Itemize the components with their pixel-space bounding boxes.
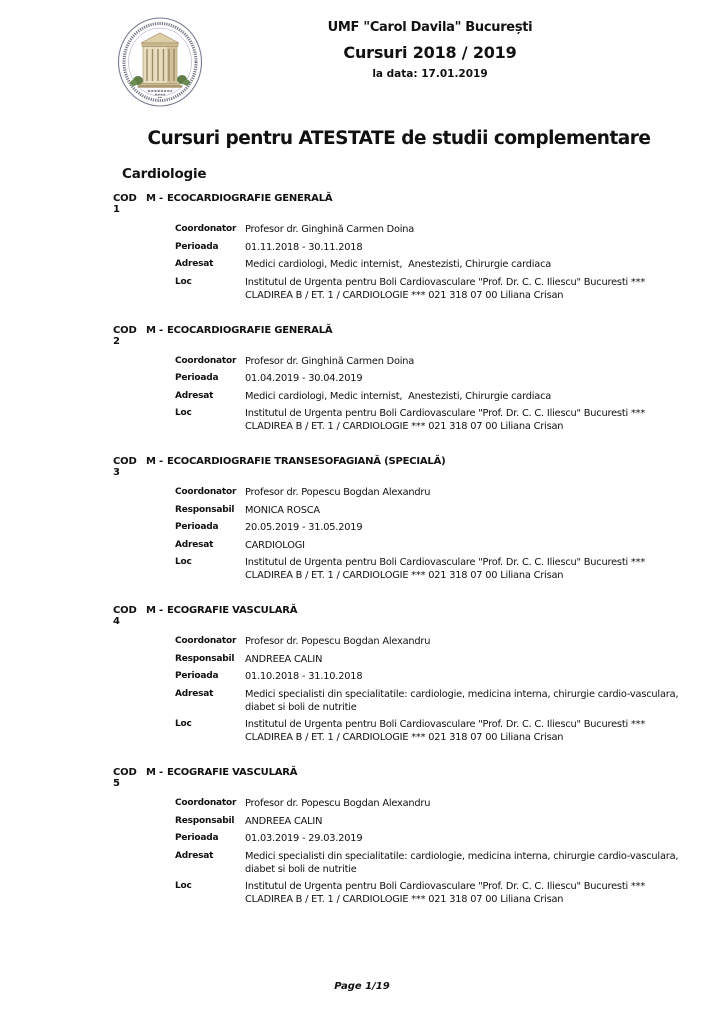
- header-text-block: [230, 20, 630, 80]
- field-label: Perioada: [175, 241, 219, 252]
- course-field-row: [175, 653, 685, 666]
- field-value: ANDREEA CALIN: [245, 815, 323, 827]
- course-field-row: [175, 355, 685, 368]
- course-field-row: [175, 635, 685, 648]
- course-field-row: [175, 390, 685, 403]
- field-label: Coordonator: [175, 355, 237, 366]
- date-line: la data: 17.01.2019: [372, 68, 488, 80]
- institution-name: UMF "Carol Davila" București: [327, 20, 533, 35]
- field-label: Adresat: [175, 390, 214, 401]
- course-type: M: [146, 324, 156, 336]
- field-value: Medici cardiologi, Medic internist, Anestezisti, Chirurgie cardiaca: [245, 259, 552, 270]
- field-value: Medici specialisti din specialitatile: cardiologie, medicina interna, chirurgie cardio-vasculara, diabet si boli de nutritie: [245, 850, 682, 875]
- field-label: Loc: [175, 276, 192, 287]
- course-name: ECOGRAFIE VASCULARĂ: [166, 605, 298, 616]
- course-field-row: [175, 880, 685, 906]
- course-header: [113, 325, 685, 347]
- course-type: M: [146, 456, 156, 467]
- course-field-row: [175, 258, 685, 271]
- field-label: Loc: [175, 719, 192, 729]
- course-name: ECOCARDIOGRAFIE GENERALĂ: [166, 324, 333, 336]
- course-field-row: [175, 372, 685, 385]
- field-value: MONICA ROSCA: [245, 504, 320, 516]
- field-label: Loc: [175, 557, 192, 567]
- course-field-row: [175, 556, 685, 582]
- field-label: Coordonator: [175, 636, 237, 646]
- course-code: COD 2: [113, 324, 137, 347]
- field-value: Institutul de Urgenta pentru Boli Cardiovasculare "Prof. Dr. C. C. Iliescu" Bucuresti *** CLADIREA B / ET. 1 / CARDIOLOGIE *** 021 318 07 00 Liliana Crisan: [245, 557, 648, 581]
- field-value: Profesor dr. Popescu Bogdan Alexandru: [245, 487, 431, 498]
- field-label: Perioada: [175, 522, 219, 532]
- field-label: Responsabil: [175, 653, 235, 664]
- field-label: Responsabil: [175, 504, 235, 515]
- course-field-row: [175, 539, 685, 552]
- course-separator: -: [159, 767, 163, 778]
- course-separator: -: [159, 456, 163, 467]
- field-label: Coordonator: [175, 224, 237, 234]
- field-label: Responsabil: [175, 815, 235, 826]
- course-field-row: [175, 688, 685, 714]
- course-field-row: [175, 486, 685, 499]
- course-field-row: [175, 276, 685, 302]
- field-label: Coordonator: [175, 487, 237, 497]
- course-separator: -: [159, 193, 163, 204]
- course-header: [113, 605, 685, 627]
- course-field-row: [175, 504, 685, 517]
- field-value: Profesor dr. Ginghină Carmen Doina: [245, 224, 415, 235]
- course-header: [113, 456, 685, 478]
- course-code: COD 3: [113, 456, 137, 478]
- field-value: Institutul de Urgenta pentru Boli Cardiovasculare "Prof. Dr. C. C. Iliescu" Bucuresti *** CLADIREA B / ET. 1 / CARDIOLOGIE *** 021 318 07 00 Liliana Crisan: [245, 408, 648, 432]
- course-field-row: [175, 223, 685, 236]
- field-label: Loc: [175, 881, 192, 891]
- course-code: COD 1: [113, 193, 137, 215]
- course-fields: [113, 635, 685, 744]
- course-list: [113, 193, 685, 906]
- course-fields: [113, 486, 685, 582]
- course-type: M: [146, 605, 156, 616]
- course-field-row: [175, 521, 685, 534]
- field-label: Perioada: [175, 833, 219, 843]
- field-value: Medici cardiologi, Medic internist, Anestezisti, Chirurgie cardiaca: [245, 390, 552, 402]
- course-code: COD 5: [113, 767, 137, 789]
- course-separator: -: [159, 605, 163, 616]
- content-column: [113, 166, 685, 929]
- course-field-row: [175, 797, 685, 810]
- course-block: [113, 193, 685, 302]
- course-field-row: [175, 407, 685, 433]
- field-label: Perioada: [175, 373, 219, 383]
- field-value: Profesor dr. Popescu Bogdan Alexandru: [245, 636, 431, 647]
- university-seal-icon: [117, 16, 203, 108]
- field-label: Adresat: [175, 259, 214, 269]
- field-value: Medici specialisti din specialitatile: cardiologie, medicina interna, chirurgie cardio-vasculara, diabet si boli de nutritie: [245, 688, 682, 713]
- course-field-row: [175, 718, 685, 744]
- course-field-row: [175, 670, 685, 683]
- section-title: Cardiologie: [122, 166, 207, 182]
- course-block: [113, 325, 685, 434]
- page-title: Cursuri pentru ATESTATE de studii complementare: [147, 128, 651, 149]
- field-value: Profesor dr. Ginghină Carmen Doina: [245, 355, 415, 367]
- field-label: Loc: [175, 408, 192, 418]
- course-field-row: [175, 815, 685, 828]
- field-label: Perioada: [175, 671, 219, 681]
- field-value: CARDIOLOGI: [245, 539, 305, 551]
- field-label: Adresat: [175, 688, 214, 699]
- course-fields: [113, 355, 685, 434]
- field-value: Institutul de Urgenta pentru Boli Cardiovasculare "Prof. Dr. C. C. Iliescu" Bucuresti *** CLADIREA B / ET. 1 / CARDIOLOGIE *** 021 318 07 00 Liliana Crisan: [245, 881, 648, 905]
- field-label: Adresat: [175, 539, 214, 550]
- field-label: Coordonator: [175, 798, 237, 808]
- course-type: M: [146, 767, 156, 778]
- course-header: [113, 767, 685, 789]
- course-field-row: [175, 241, 685, 254]
- course-type: M: [146, 193, 156, 204]
- field-value: 01.11.2018 - 30.11.2018: [245, 241, 363, 253]
- field-value: 01.03.2019 - 29.03.2019: [245, 833, 363, 844]
- field-value: 01.04.2019 - 30.04.2019: [245, 373, 363, 384]
- field-value: ANDREEA CALIN: [245, 653, 323, 665]
- course-block: [113, 456, 685, 582]
- course-header: [113, 193, 685, 215]
- field-value: Institutul de Urgenta pentru Boli Cardiovasculare "Prof. Dr. C. C. Iliescu" Bucuresti *** CLADIREA B / ET. 1 / CARDIOLOGIE *** 021 318 07 00 Liliana Crisan: [245, 719, 648, 743]
- course-fields: [113, 797, 685, 906]
- course-field-row: [175, 832, 685, 845]
- field-value: Institutul de Urgenta pentru Boli Cardiovasculare "Prof. Dr. C. C. Iliescu" Bucuresti *** CLADIREA B / ET. 1 / CARDIOLOGIE *** 021 318 07 00 Liliana Crisan: [245, 276, 648, 301]
- field-value: 20.05.2019 - 31.05.2019: [245, 522, 363, 533]
- field-value: Profesor dr. Popescu Bogdan Alexandru: [245, 798, 431, 809]
- courses-year-title: Cursuri 2018 / 2019: [343, 43, 517, 62]
- course-code: COD 4: [113, 605, 137, 627]
- course-name: ECOCARDIOGRAFIE GENERALĂ: [166, 193, 333, 204]
- course-block: [113, 605, 685, 744]
- page-number: Page 1/19: [334, 981, 390, 992]
- course-field-row: [175, 850, 685, 876]
- course-name: ECOGRAFIE VASCULARĂ: [166, 767, 298, 778]
- course-fields: [113, 223, 685, 302]
- course-separator: -: [159, 324, 163, 336]
- field-value: 01.10.2018 - 31.10.2018: [245, 671, 363, 682]
- field-label: Adresat: [175, 850, 214, 861]
- course-block: [113, 767, 685, 906]
- course-name: ECOCARDIOGRAFIE TRANSESOFAGIANĂ (SPECIALĂ): [166, 456, 446, 467]
- university-seal-logo: [117, 16, 203, 108]
